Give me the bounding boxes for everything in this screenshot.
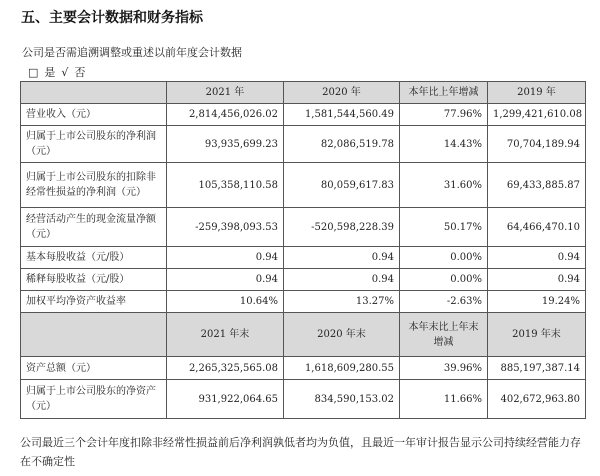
cell-value: 1,299,421,610.08	[488, 104, 586, 126]
table-row	[21, 208, 586, 247]
cell-value: 0.94	[167, 269, 284, 291]
cell-value: 1,581,544,560.49	[284, 104, 400, 126]
row-label: 稀释每股收益（元/股）	[21, 269, 167, 291]
cell-value: 80,059,617.83	[284, 163, 400, 208]
cell-value: 19.24%	[488, 291, 586, 313]
cell-value: 82,086,519.78	[284, 126, 400, 163]
header-2020-end: 2020 年末	[284, 313, 400, 357]
header-2021-end: 2021 年末	[167, 313, 284, 357]
row-label: 经营活动产生的现金流量净额（元）	[21, 208, 167, 247]
table-row	[21, 291, 586, 313]
cell-value: 2,265,325,565.08	[167, 357, 284, 380]
header-change: 本年比上年增减	[400, 82, 488, 104]
cell-value: 50.17%	[400, 208, 488, 247]
cell-value: 2,814,456,026.02	[167, 104, 284, 126]
cell-value: 402,672,963.80	[488, 380, 586, 419]
cell-value: 885,197,387.14	[488, 357, 586, 380]
cell-value: 39.96%	[400, 357, 488, 380]
row-label: 营业收入（元）	[21, 104, 167, 126]
header-2019: 2019 年	[488, 82, 586, 104]
cell-value: 70,704,189.94	[488, 126, 586, 163]
row-label: 资产总额（元）	[21, 357, 167, 380]
cell-value: 0.94	[488, 269, 586, 291]
cell-value: -259,398,093.53	[167, 208, 284, 247]
cell-value: 105,358,110.58	[167, 163, 284, 208]
cell-value: 0.94	[488, 247, 586, 269]
table-row	[21, 380, 586, 419]
yes-checkbox: □	[28, 66, 39, 79]
cell-value: 834,590,153.02	[284, 380, 400, 419]
row-label: 加权平均净资产收益率	[21, 291, 167, 313]
cell-value: 14.43%	[400, 126, 488, 163]
header-change-end: 本年末比上年末增减	[400, 313, 488, 357]
cell-value: 93,935,699.23	[167, 126, 284, 163]
cell-value: 931,922,064.65	[167, 380, 284, 419]
cell-value: 69,433,885.87	[488, 163, 586, 208]
cell-value: -520,598,228.39	[284, 208, 400, 247]
cell-value: 31.60%	[400, 163, 488, 208]
cell-value: 1,618,609,280.55	[284, 357, 400, 380]
footnote: 公司最近三个会计年度扣除非经常性损益前后净利润孰低者均为负值，且最近一年审计报告显示公司持续经营能力存在不确定性	[20, 436, 581, 468]
table-header-row	[21, 82, 586, 104]
table-header-row	[21, 313, 586, 357]
header-blank	[21, 313, 167, 357]
cell-value: 77.96%	[400, 104, 488, 126]
row-label: 基本每股收益（元/股）	[21, 247, 167, 269]
table-row	[21, 357, 586, 380]
row-label: 归属于上市公司股东的扣除非经常性损益的净利润（元）	[21, 163, 167, 208]
section-heading: 五、主要会计数据和财务指标	[21, 10, 203, 26]
cell-value: 0.94	[284, 247, 400, 269]
yes-label: 是	[44, 66, 56, 79]
cell-value: 0.94	[167, 247, 284, 269]
table-row	[21, 126, 586, 163]
row-label: 归属于上市公司股东的净资产（元）	[21, 380, 167, 419]
cell-value: 0.94	[284, 269, 400, 291]
table-row	[21, 269, 586, 291]
header-2020: 2020 年	[284, 82, 400, 104]
table-row	[21, 247, 586, 269]
header-2019-end: 2019 年末	[488, 313, 586, 357]
cell-value: 11.66%	[400, 380, 488, 419]
cell-value: 13.27%	[284, 291, 400, 313]
cell-value: -2.63%	[400, 291, 488, 313]
restatement-choice	[28, 64, 91, 80]
row-label: 归属于上市公司股东的净利润（元）	[21, 126, 167, 163]
table-row	[21, 104, 586, 126]
cell-value: 0.00%	[400, 269, 488, 291]
header-blank	[21, 82, 167, 104]
cell-value: 0.00%	[400, 247, 488, 269]
header-2021: 2021 年	[167, 82, 284, 104]
no-checkmark: √	[61, 66, 69, 79]
cell-value: 64,466,470.10	[488, 208, 586, 247]
table-row	[21, 163, 586, 208]
cell-value: 10.64%	[167, 291, 284, 313]
no-label: 否	[74, 66, 86, 79]
financial-indicators-table	[20, 81, 586, 419]
restatement-question: 公司是否需追溯调整或重述以前年度会计数据	[22, 46, 242, 59]
